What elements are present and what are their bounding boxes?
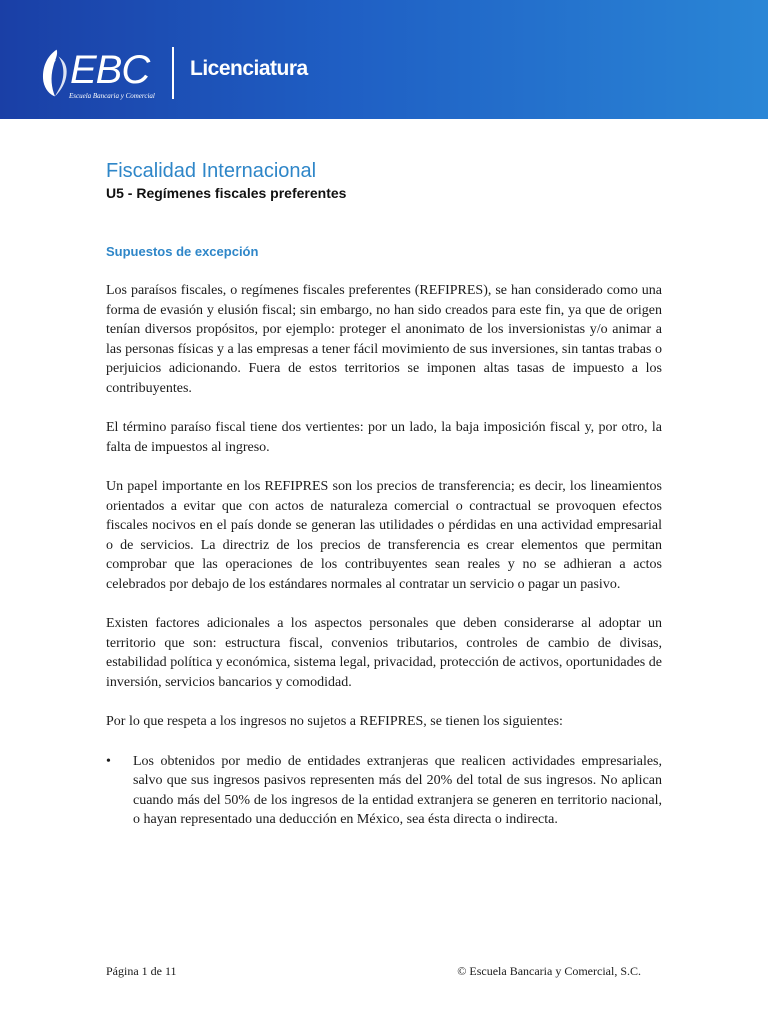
list-item (106, 752, 662, 830)
document-title: Fiscalidad Internacional (106, 160, 317, 182)
paragraph: El término paraíso fiscal tiene dos vertientes: por un lado, la baja imposición fiscal y, por otro, la falta de impuestos al ingreso. (106, 420, 662, 455)
paragraph: Un papel importante en los REFIPRES son los precios de transferencia; es decir, los lineamientos orientados a evitar que con actos de naturaleza comercial o contractual se provoquen efectos fiscales nocivos en el país donde se generan las utilidades o pérdidas en una actividad empresarial o de servicios. La directriz de los precios de transferencia es crear elementos que permitan comprobar que las operaciones de los contribuyentes sean reales y no se adhieran a actos celebrados por debajo de los estándares normales al contratar un servicio o pagar un pasivo. (106, 479, 662, 592)
header-divider (172, 47, 174, 99)
paragraph: Los paraísos fiscales, o regímenes fiscales preferentes (REFIPRES), se han considerado como una forma de evasión y elusión fiscal; sin embargo, no han sido creados para este fin, ya que de origen tenían diversos propósitos, por ejemplo: proteger el anonimato de los inversionistas y/o animar a las personas físicas y a las empresas a tener fácil movimiento de sus inversiones, sin tantas trabas o perjuicios adicionando. Fuera de estos territorios se imponen altas tasas de impuesto a los contribuyentes. (106, 283, 662, 396)
copyright-notice: © Escuela Bancaria y Comercial, S.C. (457, 964, 641, 978)
paragraph: Por lo que respeta a los ingresos no sujetos a REFIPRES, se tienen los siguientes: (106, 714, 563, 729)
brand-logo-text: EBC (70, 48, 150, 92)
section-heading: Supuestos de excepción (106, 244, 259, 259)
document-body (106, 281, 662, 830)
bullet-text: Los obtenidos por medio de entidades extranjeras que realicen actividades empresariales, salvo que sus ingresos pasivos representen más del 20% del total de sus ingresos. No aplican cuando más del 50% de los ingresos de la entidad extranjera se generen en territorio nacional, o hayan representado una deducción en México, sea ésta directa o indirecta. (133, 753, 662, 827)
ebc-leaf-logo-icon (38, 48, 72, 98)
program-label: Licenciatura (190, 57, 308, 80)
document-subtitle: U5 - Regímenes fiscales preferentes (106, 185, 347, 201)
bullet-icon: • (106, 753, 111, 769)
brand-subtitle: Escuela Bancaria y Comercial (69, 92, 155, 100)
page-number: Página 1 de 11 (106, 964, 177, 978)
bullet-list (106, 752, 662, 830)
header-banner (0, 0, 768, 119)
paragraph: Existen factores adicionales a los aspectos personales que deben considerarse al adoptar un territorio que son: estructura fiscal, convenios tributarios, controles de cambio de divisas, estabilidad política y económica, sistema legal, privacidad, protección de activos, oportunidades de inversión, servicios bancarios y comodidad. (106, 616, 662, 690)
